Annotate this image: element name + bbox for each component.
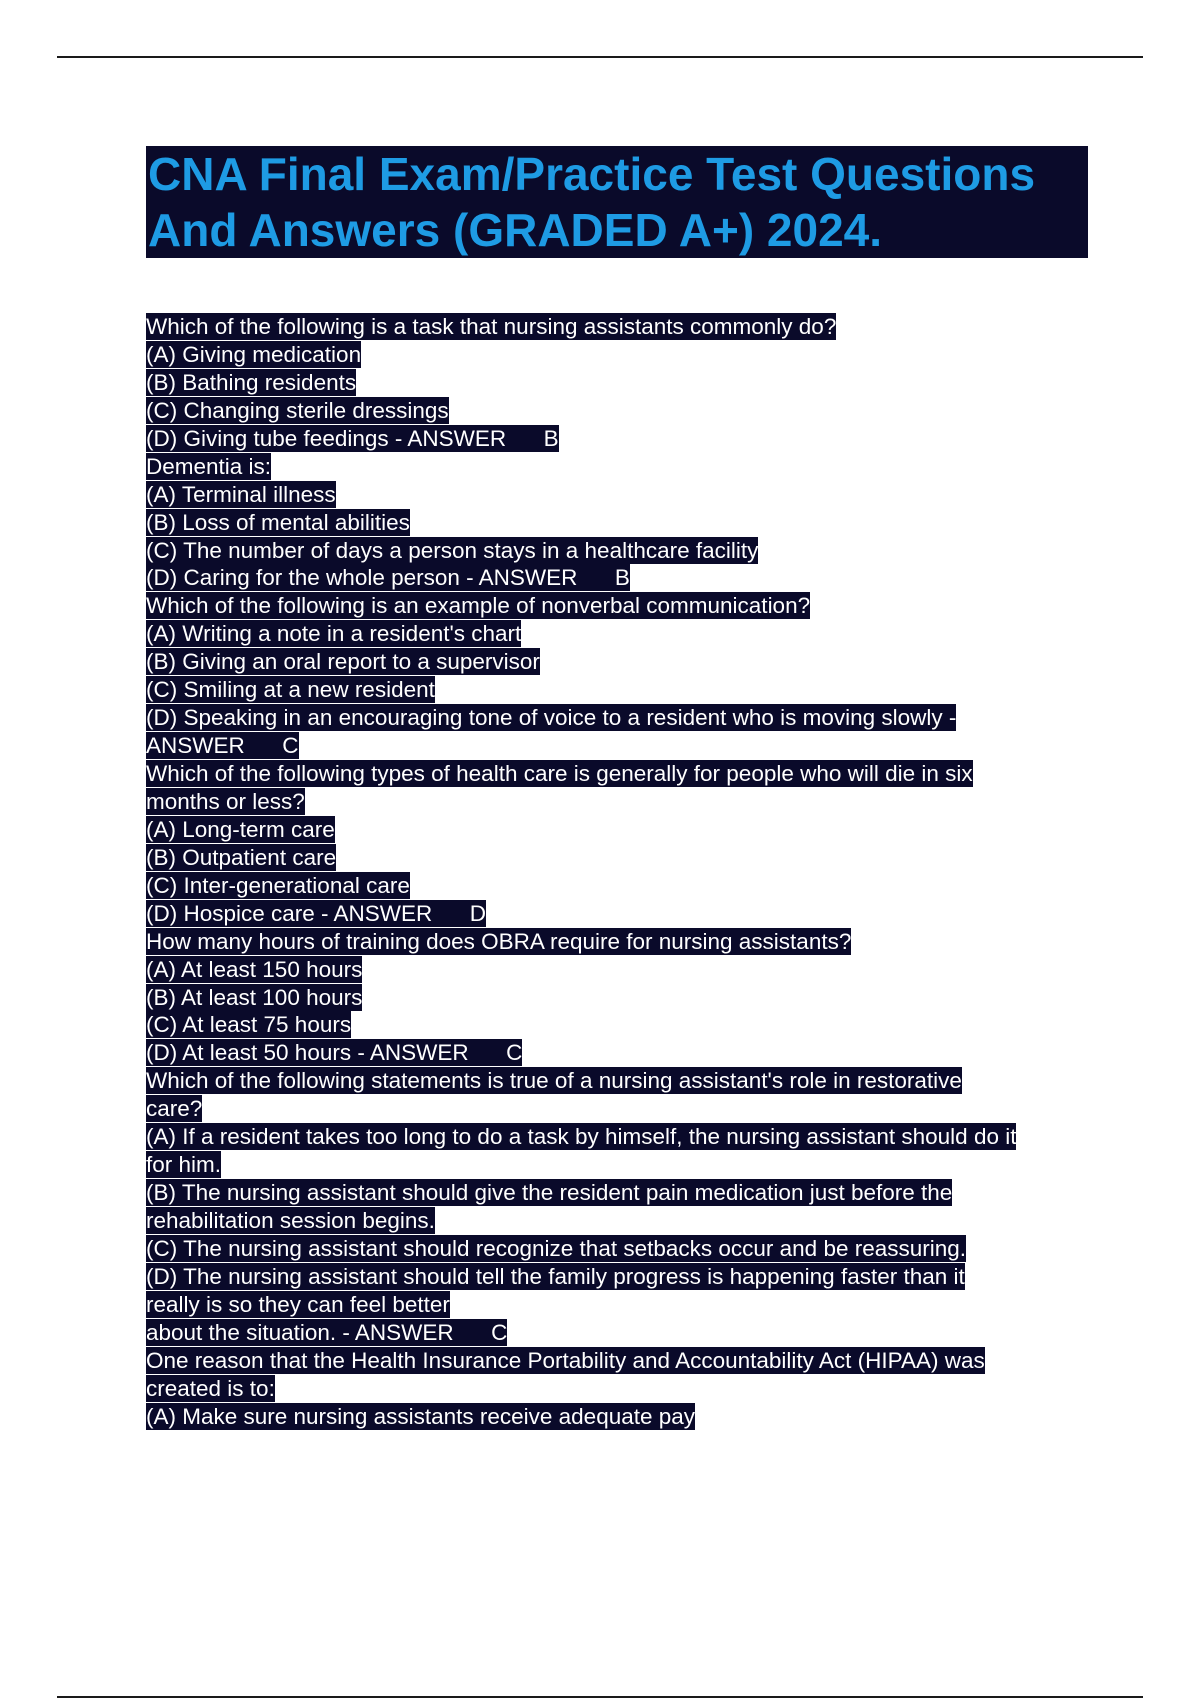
line-text: (B) Giving an oral report to a supervisor xyxy=(146,649,540,675)
line-text: (B) Outpatient care xyxy=(146,844,337,870)
text-line xyxy=(146,900,1106,928)
line-text: How many hours of training does OBRA require for nursing assistants? xyxy=(146,928,852,954)
text-line xyxy=(146,1375,1106,1403)
top-rule xyxy=(57,56,1143,58)
text-line xyxy=(146,816,1106,844)
line-text: (A) At least 150 hours xyxy=(146,956,363,982)
line-text: (C) The number of days a person stays in a healthcare facility xyxy=(146,537,759,563)
line-text: really is so they can feel better xyxy=(146,1291,450,1317)
text-line xyxy=(146,369,1106,397)
text-line xyxy=(146,928,1106,956)
line-text: Which of the following is a task that nursing assistants commonly do? xyxy=(146,314,837,339)
line-text: (C) The nursing assistant should recognize that setbacks occur and be reassuring. xyxy=(146,1235,967,1261)
line-text: (C) Smiling at a new resident xyxy=(146,677,435,703)
text-line xyxy=(146,620,1106,648)
line-text: (C) Changing sterile dressings xyxy=(146,397,449,423)
text-line xyxy=(146,872,1106,900)
text-line xyxy=(146,509,1106,537)
line-text: created is to: xyxy=(146,1375,275,1401)
text-line xyxy=(146,1319,1106,1347)
line-text: (D) Giving tube feedings - ANSWER B xyxy=(146,425,559,451)
line-text: (A) Make sure nursing assistants receive adequate pay xyxy=(146,1403,696,1429)
line-text: (B) Bathing residents xyxy=(146,369,357,395)
text-line xyxy=(146,564,1106,592)
line-text: about the situation. - ANSWER C xyxy=(146,1319,508,1345)
text-line xyxy=(146,732,1106,760)
text-line xyxy=(146,1347,1106,1375)
line-text: for him. xyxy=(146,1152,222,1178)
text-line xyxy=(146,1095,1106,1123)
line-text: (D) Caring for the whole person - ANSWER B xyxy=(146,565,630,591)
line-text: Which of the following statements is true of a nursing assistant's role in restorative xyxy=(146,1068,962,1094)
text-line xyxy=(146,788,1106,816)
text-line xyxy=(146,397,1106,425)
text-line xyxy=(146,1011,1106,1039)
line-text: (B) Loss of mental abilities xyxy=(146,509,410,535)
text-line xyxy=(146,1403,1106,1431)
text-line xyxy=(146,648,1106,676)
line-text: One reason that the Health Insurance Portability and Accountability Act (HIPAA) was xyxy=(146,1347,985,1373)
text-line xyxy=(146,453,1106,481)
text-line xyxy=(146,1235,1106,1263)
text-line xyxy=(146,704,1106,732)
line-text: care? xyxy=(146,1096,203,1122)
line-text: (B) At least 100 hours xyxy=(146,984,363,1010)
line-text: (B) The nursing assistant should give the resident pain medication just before the xyxy=(146,1180,953,1206)
text-line xyxy=(146,1291,1106,1319)
text-line xyxy=(146,313,1106,341)
line-text: (A) Writing a note in a resident's chart xyxy=(146,621,522,647)
line-text: (A) Long-term care xyxy=(146,816,335,842)
line-text: Dementia is: xyxy=(146,453,272,479)
document-title xyxy=(146,146,1088,258)
line-text: (A) Giving medication xyxy=(146,341,362,367)
text-line xyxy=(146,1263,1106,1291)
line-text: months or less? xyxy=(146,788,305,814)
text-line xyxy=(146,984,1106,1012)
question-list xyxy=(146,313,1106,1431)
text-line xyxy=(146,1151,1106,1179)
text-line xyxy=(146,425,1106,453)
line-text: (A) If a resident takes too long to do a task by himself, the nursing assistant should do it xyxy=(146,1124,1017,1150)
line-text: ANSWER C xyxy=(146,733,299,759)
line-text: Which of the following types of health care is generally for people who will die in six xyxy=(146,761,973,786)
text-line xyxy=(146,1039,1106,1067)
text-line xyxy=(146,1207,1106,1235)
bottom-rule xyxy=(57,1696,1143,1698)
line-text: rehabilitation session begins. xyxy=(146,1208,435,1233)
line-text: (C) Inter-generational care xyxy=(146,872,410,898)
text-line xyxy=(146,676,1106,704)
title-line-1: CNA Final Exam/Practice Test Questions xyxy=(148,148,1036,200)
text-line xyxy=(146,1067,1106,1095)
text-line xyxy=(146,1123,1106,1151)
line-text: (D) Hospice care - ANSWER D xyxy=(146,900,487,926)
text-line xyxy=(146,1179,1106,1207)
line-text: (D) At least 50 hours - ANSWER C xyxy=(146,1040,523,1066)
line-text: (D) The nursing assistant should tell the family progress is happening faster than it xyxy=(146,1263,965,1289)
text-line xyxy=(146,760,1106,788)
text-line xyxy=(146,537,1106,565)
text-line xyxy=(146,341,1106,369)
line-text: (C) At least 75 hours xyxy=(146,1012,352,1038)
title-line-2: And Answers (GRADED A+) 2024. xyxy=(148,204,883,256)
line-text: (A) Terminal illness xyxy=(146,481,336,507)
text-line xyxy=(146,956,1106,984)
text-line xyxy=(146,844,1106,872)
line-text: (D) Speaking in an encouraging tone of voice to a resident who is moving slowly - xyxy=(146,705,957,731)
text-line xyxy=(146,592,1106,620)
text-line xyxy=(146,481,1106,509)
line-text: Which of the following is an example of nonverbal communication? xyxy=(146,593,811,619)
